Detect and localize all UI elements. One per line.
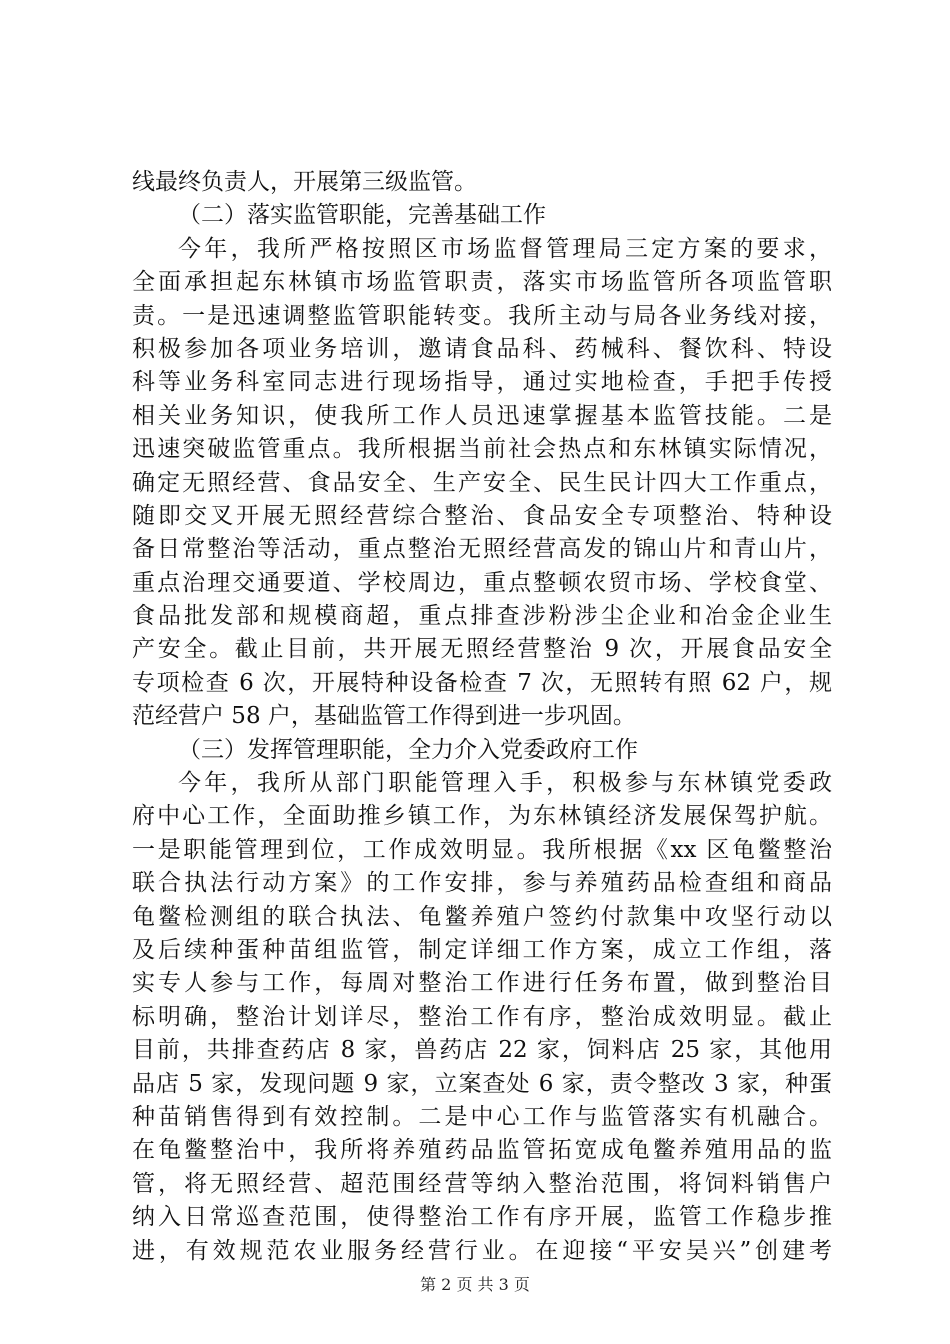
body-line: 进，有效规范农业服务经营行业。在迎接“平安吴兴”创建考 — [132, 1237, 832, 1264]
body-line: 责。一是迅速调整监管职能转变。我所主动与局各业务线对接， — [132, 302, 832, 329]
body-line: 纳入日常巡查范围，使得整治工作有序开展，监管工作稳步推 — [132, 1204, 832, 1231]
body-line: 线最终负责人，开展第三级监管。 — [132, 169, 477, 195]
body-line: 目前，共排查药店 8 家，兽药店 22 家，饲料店 25 家，其他用 — [132, 1037, 832, 1064]
body-line: 联合执法行动方案》的工作安排，参与养殖药品检查组和商品 — [132, 870, 832, 897]
body-line: 确定无照经营、食品安全、生产安全、民生民计四大工作重点， — [132, 469, 832, 496]
section-heading-2: （二）落实监管职能，完善基础工作 — [178, 202, 546, 229]
body-line: 专项检查 6 次，开展特种设备检查 7 次，无照转有照 62 户，规 — [132, 669, 832, 696]
body-line: 迅速突破监管重点。我所根据当前社会热点和东林镇实际情况， — [132, 436, 832, 463]
body-line: 及后续种蛋种苗组监管，制定详细工作方案，成立工作组，落 — [132, 936, 832, 963]
document-body — [132, 166, 832, 1268]
body-line: 龟鳖检测组的联合执法、龟鳖养殖户签约付款集中攻坚行动以 — [132, 903, 832, 930]
body-line: 全面承担起东林镇市场监管职责，落实市场监管所各项监管职 — [132, 269, 832, 296]
body-line: 府中心工作，全面助推乡镇工作，为东林镇经济发展保驾护航。 — [132, 803, 832, 830]
body-line: 产安全。截止目前，共开展无照经营整治 9 次，开展食品安全 — [132, 636, 832, 663]
body-line: 标明确，整治计划详尽，整治工作有序，整治成效明显。截止 — [132, 1003, 832, 1030]
body-line: 在龟鳖整治中，我所将养殖药品监管拓宽成龟鳖养殖用品的监 — [132, 1137, 832, 1164]
body-line: 相关业务知识，使我所工作人员迅速掌握基本监管技能。二是 — [132, 402, 832, 429]
body-line: 品店 5 家，发现问题 9 家，立案查处 6 家，责令整改 3 家，种蛋 — [132, 1070, 832, 1097]
body-line: 种苗销售得到有效控制。二是中心工作与监管落实有机融合。 — [132, 1103, 832, 1130]
body-line: 科等业务科室同志进行现场指导，通过实地检查，手把手传授 — [132, 369, 832, 396]
body-line: 管，将无照经营、超范围经营等纳入整治范围，将饲料销售户 — [132, 1170, 832, 1197]
page-number-footer: 第 2 页 共 3 页 — [420, 1275, 530, 1294]
body-line: 一是职能管理到位，工作成效明显。我所根据《xx 区龟鳖整治 — [132, 836, 832, 863]
section-heading-3: （三）发挥管理职能，全力介入党委政府工作 — [178, 736, 638, 763]
paragraph-first-line: 今年，我所从部门职能管理入手，积极参与东林镇党委政 — [178, 770, 832, 797]
body-line: 随即交叉开展无照经营综合整治、食品安全专项整治、特种设 — [132, 502, 832, 529]
body-line: 范经营户 58 户，基础监管工作得到进一步巩固。 — [132, 703, 636, 730]
body-line: 食品批发部和规模商超，重点排查涉粉涉尘企业和冶金企业生 — [132, 603, 832, 630]
body-line: 备日常整治等活动，重点整治无照经营高发的锦山片和青山片， — [132, 536, 832, 563]
body-line: 积极参加各项业务培训，邀请食品科、药械科、餐饮科、特设 — [132, 335, 832, 362]
paragraph-first-line: 今年，我所严格按照区市场监督管理局三定方案的要求， — [178, 235, 832, 262]
body-line: 实专人参与工作，每周对整治工作进行任务布置，做到整治目 — [132, 970, 832, 997]
body-line: 重点治理交通要道、学校周边，重点整顿农贸市场、学校食堂、 — [132, 569, 832, 596]
